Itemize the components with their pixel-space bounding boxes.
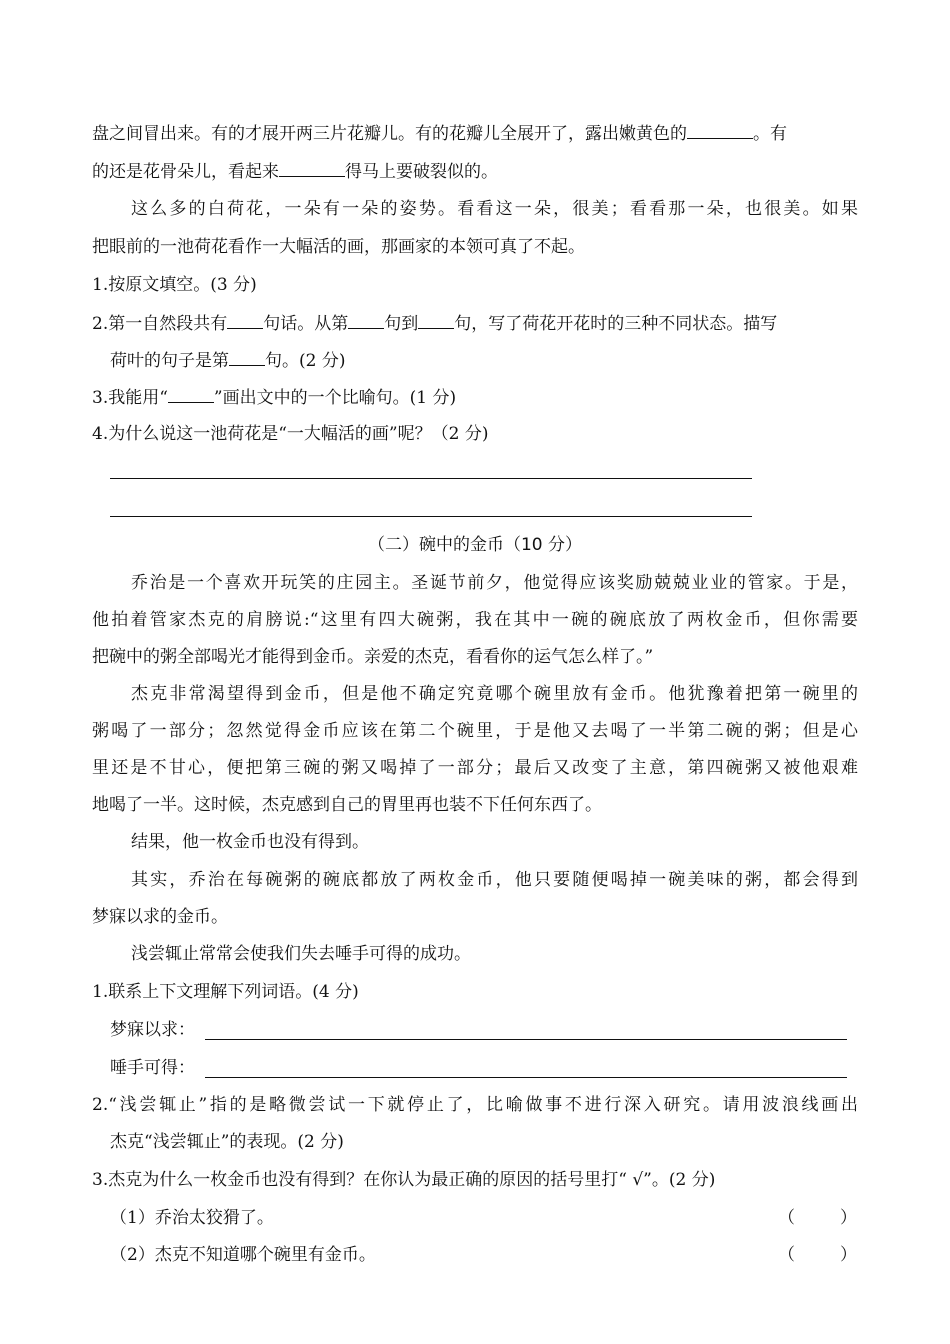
question-text: 句到 — [384, 314, 419, 334]
passage2-line: 粥喝了一部分；忽然觉得金币应该在第二个碗里，于是他又去喝了一半第二碗的粥；但是心 — [92, 721, 858, 741]
passage2-line: 浅尝辄止常常会使我们失去唾手可得的成功。 — [131, 944, 471, 964]
question-2-2-cont: 杰克“浅尝辄止”的表现。(2 分) — [110, 1132, 344, 1152]
answer-line[interactable] — [205, 1077, 847, 1078]
fill-blank[interactable] — [229, 349, 265, 366]
question-text: 3.我能用“ — [92, 388, 168, 408]
term-label: 唾手可得： — [110, 1058, 195, 1078]
passage2-line: 乔治是一个喜欢开玩笑的庄园主。圣诞节前夕，他觉得应该奖励兢兢业业的管家。于是， — [131, 573, 858, 593]
question-2-cont — [110, 349, 345, 372]
passage-text: 。有 — [753, 124, 787, 144]
fill-blank[interactable] — [279, 160, 345, 177]
passage1-line: 把眼前的一池荷花看作一大幅活的画，那画家的本领可真了不起。 — [92, 237, 585, 257]
option-1: （1）乔治太狡猾了。 — [110, 1208, 274, 1228]
option-2: （2）杰克不知道哪个碗里有金币。 — [110, 1245, 376, 1265]
question-text: 句话。从第 — [263, 314, 349, 334]
question-4: 4.为什么说这一池荷花是“一大幅活的画”呢？（2 分) — [92, 424, 489, 444]
answer-paren-open[interactable]: （ — [778, 1245, 795, 1265]
answer-line[interactable] — [110, 478, 752, 479]
passage2-line: 梦寐以求的金币。 — [92, 907, 228, 927]
answer-paren-close[interactable]: ） — [840, 1245, 857, 1265]
question-text: 句，写了荷花开花时的三种不同状态。描写 — [454, 314, 778, 334]
question-2-3: 3.杰克为什么一枚金币也没有得到？在你认为最正确的原因的括号里打“ √”。(2 分) — [92, 1170, 716, 1190]
passage2-line: 里还是不甘心，便把第三碗的粥又喝掉了一部分；最后又改变了主意，第四碗粥又被他艰难 — [92, 758, 858, 778]
passage-text: 盘之间冒出来。有的才展开两三片花瓣儿。有的花瓣儿全展开了，露出嫩黄色的 — [92, 124, 687, 144]
fill-blank[interactable] — [227, 312, 263, 329]
answer-paren-open[interactable]: （ — [778, 1208, 795, 1228]
fill-blank[interactable] — [687, 122, 753, 139]
section-title: （二）碗中的金币（10 分） — [367, 535, 583, 555]
answer-paren-close[interactable]: ） — [840, 1208, 857, 1228]
term-label: 梦寐以求： — [110, 1020, 195, 1040]
question-2 — [92, 312, 777, 335]
passage2-line: 杰克非常渴望得到金币，但是他不确定究竟哪个碗里放有金币。他犹豫着把第一碗里的 — [131, 684, 858, 704]
passage-text: 的还是花骨朵儿，看起来 — [92, 162, 279, 182]
question-text: 2.第一自然段共有 — [92, 314, 228, 334]
question-2-1: 1.联系上下文理解下列词语。(4 分) — [92, 982, 359, 1002]
passage1-line — [92, 160, 498, 183]
passage2-line: 结果，他一枚金币也没有得到。 — [131, 832, 369, 852]
fill-blank[interactable] — [418, 312, 454, 329]
answer-line[interactable] — [205, 1039, 847, 1040]
passage2-line: 其实，乔治在每碗粥的碗底都放了两枚金币，他只要随便喝掉一碗美味的粥，都会得到 — [131, 870, 858, 890]
passage1-line — [92, 122, 787, 145]
passage-text: 得马上要破裂似的。 — [345, 162, 498, 182]
answer-line[interactable] — [110, 516, 752, 517]
question-1: 1.按原文填空。(3 分) — [92, 275, 257, 295]
question-3 — [92, 386, 456, 409]
question-2-2: 2.“浅尝辄止”指的是略微尝试一下就停止了，比喻做事不进行深入研究。请用波浪线画出 — [92, 1095, 858, 1115]
question-text: ”画出文中的一个比喻句。(1 分) — [213, 388, 457, 408]
passage2-line: 把碗中的粥全部喝光才能得到金币。亲爱的杰克，看看你的运气怎么样了。” — [92, 647, 654, 667]
passage2-line: 他拍着管家杰克的肩膀说:“这里有四大碗粥，我在其中一碗的碗底放了两枚金币，但你需要 — [92, 610, 858, 630]
passage2-line: 地喝了一半。这时候，杰克感到自己的胃里再也装不下任何东西了。 — [92, 795, 602, 815]
question-text: 句。(2 分) — [265, 351, 346, 371]
fill-blank[interactable] — [168, 386, 214, 403]
passage1-line: 这么多的白荷花，一朵有一朵的姿势。看看这一朵，很美；看看那一朵，也很美。如果 — [131, 199, 858, 219]
fill-blank[interactable] — [348, 312, 384, 329]
question-text: 荷叶的句子是第 — [110, 351, 229, 371]
